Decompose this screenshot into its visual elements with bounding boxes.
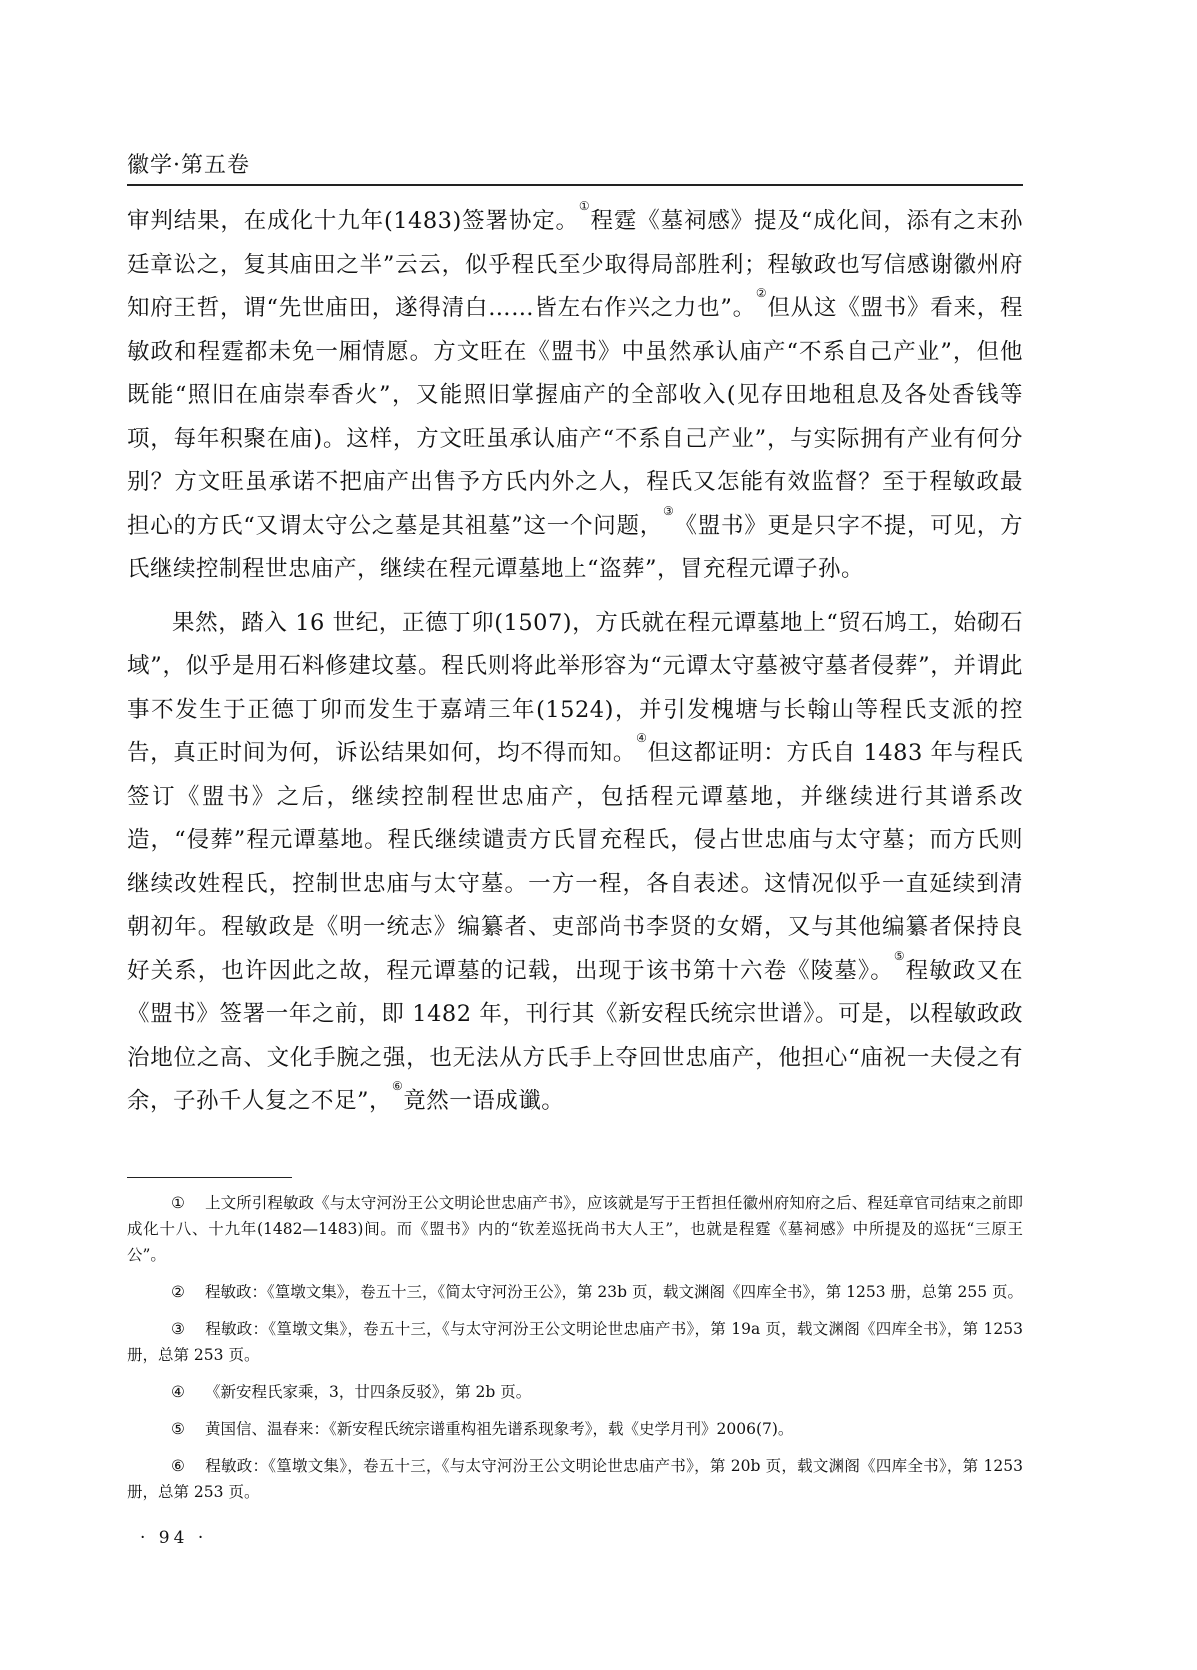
footnote-mark: ⑤ <box>171 1420 185 1438</box>
footnote-mark: ③ <box>171 1320 185 1338</box>
footnote-mark: ⑥ <box>171 1457 185 1475</box>
footnote-mark: ④ <box>171 1383 185 1401</box>
footnote-4 <box>127 1379 1023 1405</box>
footnotes <box>127 1190 1023 1516</box>
running-header: 徽学·第五卷 <box>127 153 250 178</box>
footnote-mark: ① <box>171 1194 185 1212</box>
footnote-ref-4[interactable]: ④ <box>636 731 648 745</box>
footnote-ref-1[interactable]: ① <box>578 199 591 213</box>
footnote-text: 程敏政：《篁墩文集》，卷五十三，《简太守河汾王公》，第 23b 页，载文渊阁《四库全书》，第 1253 册，总第 255 页。 <box>205 1283 1023 1301</box>
footnote-2 <box>127 1279 1023 1305</box>
paragraph-2-text-d: 竟然一语成谶。 <box>403 1088 565 1114</box>
main-text <box>127 200 1023 1124</box>
footnote-6 <box>127 1453 1023 1505</box>
footnote-text: 程敏政：《篁墩文集》，卷五十三，《与太守河汾王公文明论世忠庙产书》，第 20b 页，载文渊阁《四库全书》，第 1253 册，总第 253 页。 <box>127 1457 1023 1501</box>
page-number: · 94 · <box>140 1528 208 1548</box>
paragraph-1-text-c: 但从这《盟书》看来，程敏政和程霆都未免一厢情愿。方文旺在《盟书》中虽然承认庙产“不系自己产业”，但他既能“照旧在庙崇奉香火”，又能照旧掌握庙产的全部收入(见存田地租息及各处香钱等项，每年积聚在庙)。这样，方文旺虽承认庙产“不系自己产业”，与实际拥有产业有何分别？方文旺虽承诺不把庙产出售予方氏内外之人，程氏又怎能有效监督？至于程敏政最担心的方氏“又谓太守公之墓是其祖墓”这一个问题， <box>127 295 1023 539</box>
paragraph-1-text-d: 《盟书》更是只字不提，可见，方氏继续控制程世忠庙产，继续在程元谭墓地上“盗葬”，冒充程元谭子孙。 <box>127 512 1023 582</box>
paragraph-2-text-b: 但这都证明：方氏自 1483 年与程氏签订《盟书》之后，继续控制程世忠庙产，包括程元谭墓地，并继续进行其谱系改造，“侵葬”程元谭墓地。程氏继续谴责方氏冒充程氏，侵占世忠庙与太守墓；而方氏则继续改姓程氏，控制世忠庙与太守墓。一方一程，各自表述。这情况似乎一直延续到清朝初年。程敏政是《明一统志》编纂者、吏部尚书李贤的女婿，又与其他编纂者保持良好关系，也许因此之故，程元谭墓的记载，出现于该书第十六卷《陵墓》。 <box>127 740 1023 984</box>
header-divider <box>127 184 1023 186</box>
footnote-text: 程敏政：《篁墩文集》，卷五十三，《与太守河汾王公文明论世忠庙产书》，第 19a 页，载文渊阁《四库全书》，第 1253 册，总第 253 页。 <box>127 1320 1023 1364</box>
footnote-divider <box>127 1177 292 1178</box>
footnote-ref-2[interactable]: ② <box>755 286 768 300</box>
footnote-5 <box>127 1416 1023 1442</box>
footnote-3 <box>127 1316 1023 1368</box>
footnote-text: 《新安程氏家乘，3，廿四条反驳》，第 2b 页。 <box>205 1383 532 1401</box>
footnote-mark: ② <box>171 1283 185 1301</box>
paragraph-1-text-a: 审判结果，在成化十九年(1483)签署协定。 <box>127 208 579 234</box>
paragraph-1 <box>127 200 1023 592</box>
footnote-ref-6[interactable]: ⑥ <box>392 1079 404 1093</box>
paragraph-2-text-a: 果然，踏入 16 世纪，正德丁卯(1507)，方氏就在程元谭墓地上“贸石鸠工，始砌石域”，似乎是用石料修建坟墓。程氏则将此举形容为“元谭太守墓被守墓者侵葬”，并谓此事不发生于正德丁卯而发生于嘉靖三年(1524)，并引发槐塘与长翰山等程氏支派的控告，真正时间为何，诉讼结果如何，均不得而知。 <box>127 609 1023 766</box>
footnote-ref-5[interactable]: ⑤ <box>893 948 906 963</box>
paragraph-2-text-c: 程敏政又在《盟书》签署一年之前，即 1482 年，刊行其《新安程氏统宗世谱》。可是，以程敏政政治地位之高、文化手腕之强，也无法从方氏手上夺回世忠庙产，他担心“庙祝一夫侵之有余，子孙千人复之不足”， <box>127 957 1023 1114</box>
footnote-text: 黄国信、温春来：《新安程氏统宗谱重构祖先谱系现象考》，载《史学月刊》2006(7)。 <box>205 1420 794 1438</box>
paragraph-2 <box>127 602 1023 1124</box>
footnote-text: 上文所引程敏政《与太守河汾王公文明论世忠庙产书》，应该就是写于王哲担任徽州府知府之后、程廷章官司结束之前即成化十八、十九年(1482—1483)间。而《盟书》内的“钦差巡抚尚书大人王”，也就是程霆《墓祠感》中所提及的巡抚“三原王公”。 <box>127 1194 1023 1264</box>
paragraph-1-text-b: 程霆《墓祠感》提及“成化间，添有之末孙廷章讼之，复其庙田之半”云云，似乎程氏至少取得局部胜利；程敏政也写信感谢徽州府知府王哲，谓“先世庙田，遂得清白……皆左右作兴之力也”。 <box>127 208 1023 321</box>
footnote-ref-3[interactable]: ③ <box>662 503 675 518</box>
footnote-1 <box>127 1190 1023 1268</box>
